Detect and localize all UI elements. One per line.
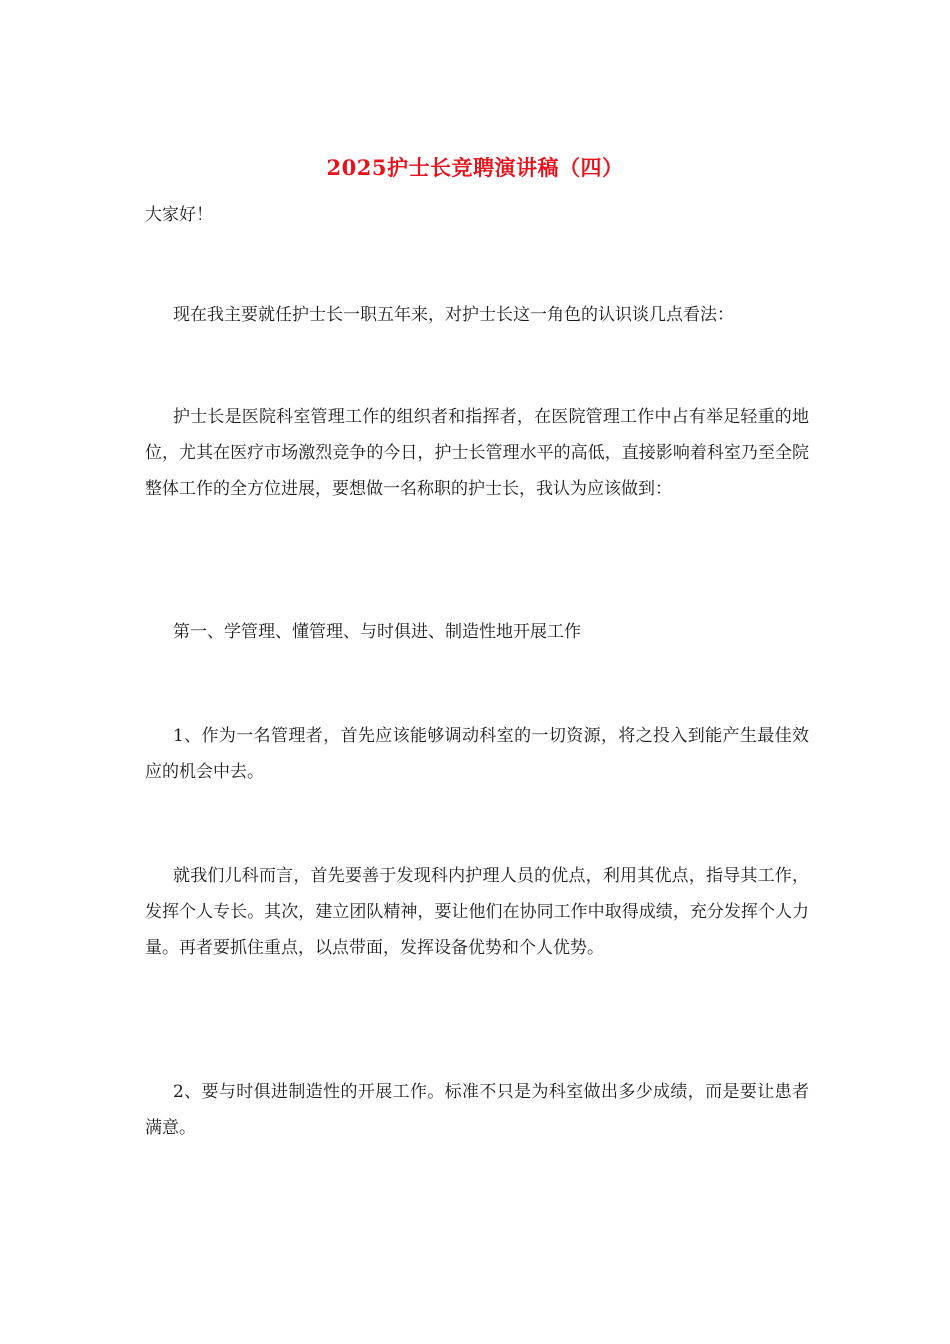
paragraph-pediatrics: 就我们儿科而言，首先要善于发现科内护理人员的优点，利用其优点，指导其工作，发挥个人专长。其次，建立团队精神，要让他们在协同工作中取得成绩，充分发挥个人力量。再者要抓住重点，以点带面，发挥设备优势和个人优势。 <box>145 866 809 958</box>
paragraph-block-2 <box>145 399 809 507</box>
document-title: 2025护士长竞聘演讲稿（四） <box>326 155 624 180</box>
paragraph-block-6 <box>145 1074 809 1146</box>
section-heading-first: 第一、学管理、懂管理、与时俱进、制造性地开展工作 <box>173 622 581 642</box>
paragraph-point-1: 1、作为一名管理者，首先应该能够调动科室的一切资源，将之投入到能产生最佳效应的机会中去。 <box>145 726 809 782</box>
paragraph-greeting: 大家好！ <box>145 205 213 225</box>
greeting <box>145 197 809 233</box>
paragraph-block-4 <box>145 718 809 790</box>
paragraph-intro: 现在我主要就任护士长一职五年来，对护士长这一角色的认识谈几点看法： <box>173 305 734 325</box>
paragraph-block-5 <box>145 858 809 966</box>
paragraph-block-1 <box>145 297 809 333</box>
paragraph-role: 护士长是医院科室管理工作的组织者和指挥者，在医院管理工作中占有举足轻重的地位，尤其在医疗市场激烈竞争的今日，护士长管理水平的高低，直接影响着科室乃至全院整体工作的全方位进展，要想做一名称职的护士长，我认为应该做到： <box>145 407 809 499</box>
paragraph-block-3 <box>145 614 809 650</box>
paragraph-point-2: 2、要与时俱进制造性的开展工作。标准不只是为科室做出多少成绩，而是要让患者满意。 <box>145 1082 809 1138</box>
